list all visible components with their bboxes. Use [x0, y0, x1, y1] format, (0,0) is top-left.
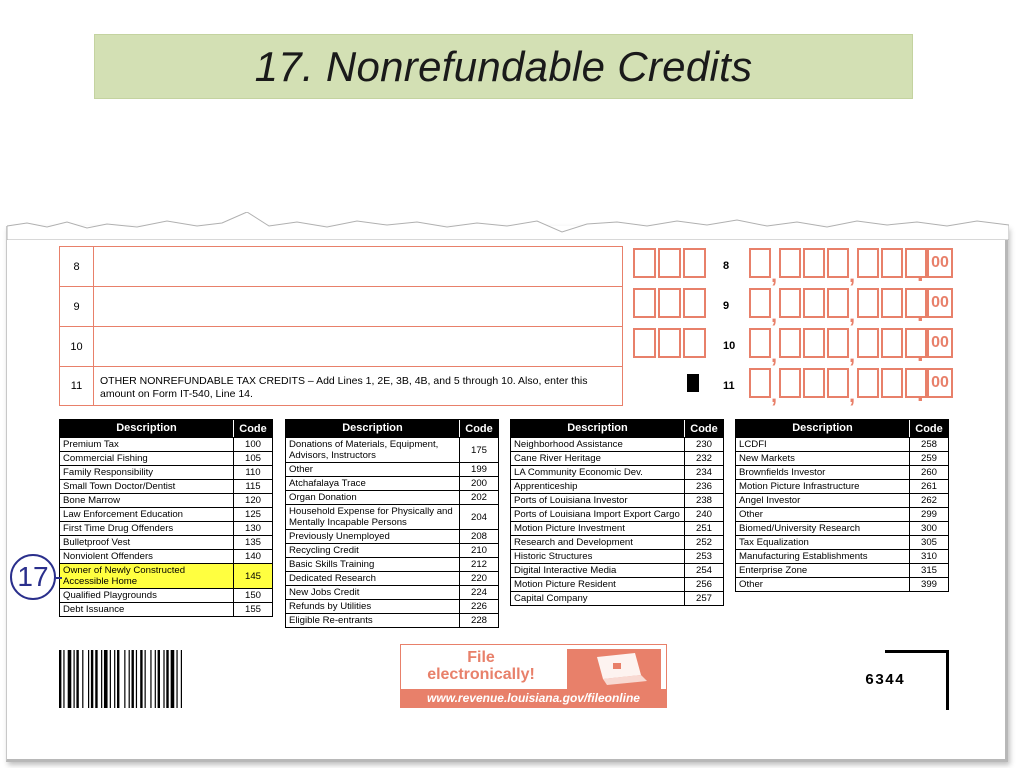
credit-code: 100 — [244, 439, 261, 450]
table-row — [511, 493, 723, 507]
table-header — [511, 420, 723, 437]
title-banner — [94, 34, 913, 99]
efile-url[interactable]: www.revenue.louisiana.gov/fileonline — [401, 689, 666, 707]
table-row — [60, 535, 272, 549]
credit-code-box-10[interactable] — [633, 328, 706, 358]
cents-field: 00 — [927, 288, 953, 318]
table-row — [736, 465, 948, 479]
credit-code: 253 — [695, 551, 712, 562]
credit-code-table-4 — [735, 419, 949, 592]
efile-heading — [401, 649, 561, 683]
credit-code: 251 — [695, 523, 712, 534]
credit-description: Basic Skills Training — [286, 558, 460, 571]
credit-code: 259 — [920, 453, 937, 464]
credit-code: 150 — [244, 590, 261, 601]
credit-code-table-3 — [510, 419, 724, 606]
credit-code: 240 — [695, 509, 712, 520]
credit-code: 305 — [920, 537, 937, 548]
credit-code: 115 — [245, 481, 261, 492]
credit-code: 238 — [695, 495, 712, 506]
table-row — [286, 599, 498, 613]
amount-line-label: 9 — [723, 300, 730, 312]
header-code: Code — [239, 422, 267, 435]
credit-code: 399 — [920, 579, 937, 590]
credit-code: 230 — [695, 439, 712, 450]
amount-line-label: 11 — [723, 380, 735, 392]
credit-description: New Jobs Credit — [286, 586, 460, 599]
credit-description: Bone Marrow — [60, 494, 234, 507]
table-row — [736, 507, 948, 521]
table-row — [511, 465, 723, 479]
credit-code-box-8[interactable] — [633, 248, 706, 278]
line-number: 9 — [60, 287, 94, 326]
table-row — [736, 563, 948, 577]
credit-code: 232 — [695, 453, 712, 464]
table-row — [511, 521, 723, 535]
cents-field: 00 — [927, 368, 953, 398]
credit-description: Angel Investor — [736, 494, 910, 507]
table-row — [736, 437, 948, 451]
credit-description: Qualified Playgrounds — [60, 589, 234, 602]
form-excerpt — [6, 226, 1008, 762]
table-row — [60, 493, 272, 507]
line-text-total: OTHER NONREFUNDABLE TAX CREDITS – Add Lines 1, 2E, 3B, 4B, and 5 through 10. Also, enter this amount on Form IT-540, Line 14. — [100, 375, 588, 400]
table-row — [286, 476, 498, 490]
credit-description: Brownfields Investor — [736, 466, 910, 479]
line-number: 10 — [60, 327, 94, 366]
table-row — [736, 577, 948, 591]
credit-description: Bulletproof Vest — [60, 536, 234, 549]
credit-description: Organ Donation — [286, 491, 460, 504]
table-row — [60, 451, 272, 465]
amount-field-8[interactable]: , , . 00 — [749, 248, 954, 278]
table-row — [60, 549, 272, 563]
credit-description: Enterprise Zone — [736, 564, 910, 577]
credit-description: Other — [736, 508, 910, 521]
table-row — [60, 465, 272, 479]
credit-description: Cane River Heritage — [511, 452, 685, 465]
form-lines — [59, 246, 623, 406]
credit-code: 299 — [920, 509, 937, 520]
form-line-9 — [60, 286, 623, 326]
table-row — [60, 507, 272, 521]
table-row — [60, 437, 272, 451]
marker-connector — [56, 577, 62, 579]
credit-code: 135 — [244, 537, 261, 548]
header-code: Code — [915, 422, 943, 435]
slide-title: 17. Nonrefundable Credits — [254, 43, 753, 90]
table-row — [286, 437, 498, 462]
credit-description: Previously Unemployed — [286, 530, 460, 543]
credit-code: 155 — [244, 604, 261, 615]
credit-description: Dedicated Research — [286, 572, 460, 585]
form-line-11 — [60, 366, 623, 406]
table-header — [60, 420, 272, 437]
credit-description: Small Town Doctor/Dentist — [60, 480, 234, 493]
credit-code: 202 — [470, 492, 487, 503]
credit-description: Ports of Louisiana Import Export Cargo — [511, 508, 685, 521]
credit-code: 254 — [695, 565, 712, 576]
header-code: Code — [690, 422, 718, 435]
amount-line-label: 8 — [723, 260, 730, 272]
barcode — [59, 650, 221, 708]
table-header — [286, 420, 498, 437]
efile-line2: electronically! — [427, 666, 535, 683]
credit-description: Capital Company — [511, 592, 685, 605]
table-row — [511, 437, 723, 451]
credit-code-box-9[interactable] — [633, 288, 706, 318]
line-number: 11 — [60, 367, 94, 405]
torn-edge — [7, 212, 1009, 240]
file-electronically-box — [400, 644, 667, 708]
credit-code: 105 — [244, 453, 261, 464]
credit-description: Commercial Fishing — [60, 452, 234, 465]
credit-code: 200 — [470, 478, 487, 489]
credit-description: Motion Picture Infrastructure — [736, 480, 910, 493]
credit-code: 199 — [470, 464, 487, 475]
credit-description: Household Expense for Physically and Mentally Incapable Persons — [286, 505, 460, 529]
table-row — [286, 571, 498, 585]
credit-description: Eligible Re-entrants — [286, 614, 460, 627]
credit-description: Family Responsibility — [60, 466, 234, 479]
table-row — [286, 557, 498, 571]
header-description: Description — [60, 420, 234, 437]
amount-field-10[interactable]: , , . 00 — [749, 328, 954, 358]
table-row — [286, 529, 498, 543]
table-row — [511, 591, 723, 605]
table-row — [736, 535, 948, 549]
form-line-10 — [60, 326, 623, 366]
table-row — [511, 563, 723, 577]
credit-code-table-2 — [285, 419, 499, 628]
credit-code: 234 — [695, 467, 712, 478]
credit-code: 261 — [920, 481, 937, 492]
credit-description: New Markets — [736, 452, 910, 465]
table-row — [736, 521, 948, 535]
credit-code: 257 — [695, 593, 712, 604]
credit-description: Nonviolent Offenders — [60, 550, 234, 563]
credit-code: 175 — [470, 444, 487, 456]
credit-description: LA Community Economic Dev. — [511, 466, 685, 479]
credit-description: Ports of Louisiana Investor — [511, 494, 685, 507]
credit-code: 228 — [470, 615, 487, 626]
credit-code: 145 — [244, 570, 261, 582]
credit-description: Other — [286, 463, 460, 476]
credit-description: Recycling Credit — [286, 544, 460, 557]
line-17-marker: 17 — [10, 554, 56, 600]
credit-description: Donations of Materials, Equipment, Advisors, Instructors — [286, 438, 460, 462]
credit-code: 224 — [470, 587, 487, 598]
credit-code: 120 — [244, 495, 261, 506]
credit-code: 252 — [695, 537, 712, 548]
credit-description: Manufacturing Establishments — [736, 550, 910, 563]
credit-description: Neighborhood Assistance — [511, 438, 685, 451]
credit-code: 140 — [244, 551, 261, 562]
credit-description: Law Enforcement Education — [60, 508, 234, 521]
credit-code: 204 — [470, 511, 487, 523]
credit-code: 125 — [244, 509, 261, 520]
credit-description: Motion Picture Resident — [511, 578, 685, 591]
table-header — [736, 420, 948, 437]
credit-description: Tax Equalization — [736, 536, 910, 549]
table-row — [511, 549, 723, 563]
credit-code: 258 — [920, 439, 937, 450]
credit-code: 110 — [245, 467, 261, 478]
credit-description: Motion Picture Investment — [511, 522, 685, 535]
table-row — [286, 585, 498, 599]
credit-code: 210 — [470, 545, 487, 556]
credit-code: 208 — [470, 531, 487, 542]
credit-description: Refunds by Utilities — [286, 600, 460, 613]
header-description: Description — [736, 420, 910, 437]
credit-code: 256 — [695, 579, 712, 590]
credit-code: 300 — [920, 523, 937, 534]
credit-description: Other — [736, 578, 910, 591]
amount-field-11[interactable]: , , . 00 — [749, 368, 954, 398]
amount-field-9[interactable]: , , . 00 — [749, 288, 954, 318]
table-row — [511, 451, 723, 465]
credit-code: 212 — [470, 559, 487, 570]
table-row — [286, 613, 498, 627]
credit-description: Biomed/University Research — [736, 522, 910, 535]
form-line-8 — [60, 246, 623, 286]
credit-code: 236 — [695, 481, 712, 492]
table-row — [60, 479, 272, 493]
table-row — [736, 479, 948, 493]
table-row — [286, 504, 498, 529]
laptop-icon — [567, 649, 661, 689]
credit-description: Historic Structures — [511, 550, 685, 563]
table-row — [736, 549, 948, 563]
amount-line-label: 10 — [723, 340, 736, 352]
table-row — [511, 507, 723, 521]
credit-code: 130 — [244, 523, 261, 534]
credit-description: Apprenticeship — [511, 480, 685, 493]
table-row-highlighted — [60, 563, 272, 588]
credit-description: Digital Interactive Media — [511, 564, 685, 577]
table-row — [286, 462, 498, 476]
table-row — [286, 543, 498, 557]
cents-field: 00 — [927, 248, 953, 278]
efile-line1: File — [467, 649, 495, 666]
table-row — [60, 602, 272, 616]
credit-description: Owner of Newly Constructed Accessible Home — [60, 564, 234, 588]
credit-code: 262 — [920, 495, 937, 506]
table-row — [60, 588, 272, 602]
table-row — [60, 521, 272, 535]
table-row — [736, 493, 948, 507]
credit-code: 260 — [920, 467, 937, 478]
credit-code: 315 — [920, 565, 937, 576]
header-description: Description — [511, 420, 685, 437]
credit-code-table-1 — [59, 419, 273, 617]
line-number: 8 — [60, 247, 94, 286]
cents-field: 00 — [927, 328, 953, 358]
credit-description: Debt Issuance — [60, 603, 234, 616]
form-number: 6344 — [865, 672, 906, 689]
credit-description: LCDFI — [736, 438, 910, 451]
credit-description: Premium Tax — [60, 438, 234, 451]
credit-code: 226 — [470, 601, 487, 612]
header-description: Description — [286, 420, 460, 437]
credit-description: First Time Drug Offenders — [60, 522, 234, 535]
table-row — [511, 535, 723, 549]
table-row — [511, 479, 723, 493]
credit-code: 220 — [470, 573, 487, 584]
credit-description: Atchafalaya Trace — [286, 477, 460, 490]
credit-code: 310 — [920, 551, 937, 562]
credit-description: Research and Development — [511, 536, 685, 549]
table-row — [736, 451, 948, 465]
table-row — [511, 577, 723, 591]
table-row — [286, 490, 498, 504]
header-code: Code — [465, 422, 493, 435]
scan-mark — [687, 374, 699, 392]
